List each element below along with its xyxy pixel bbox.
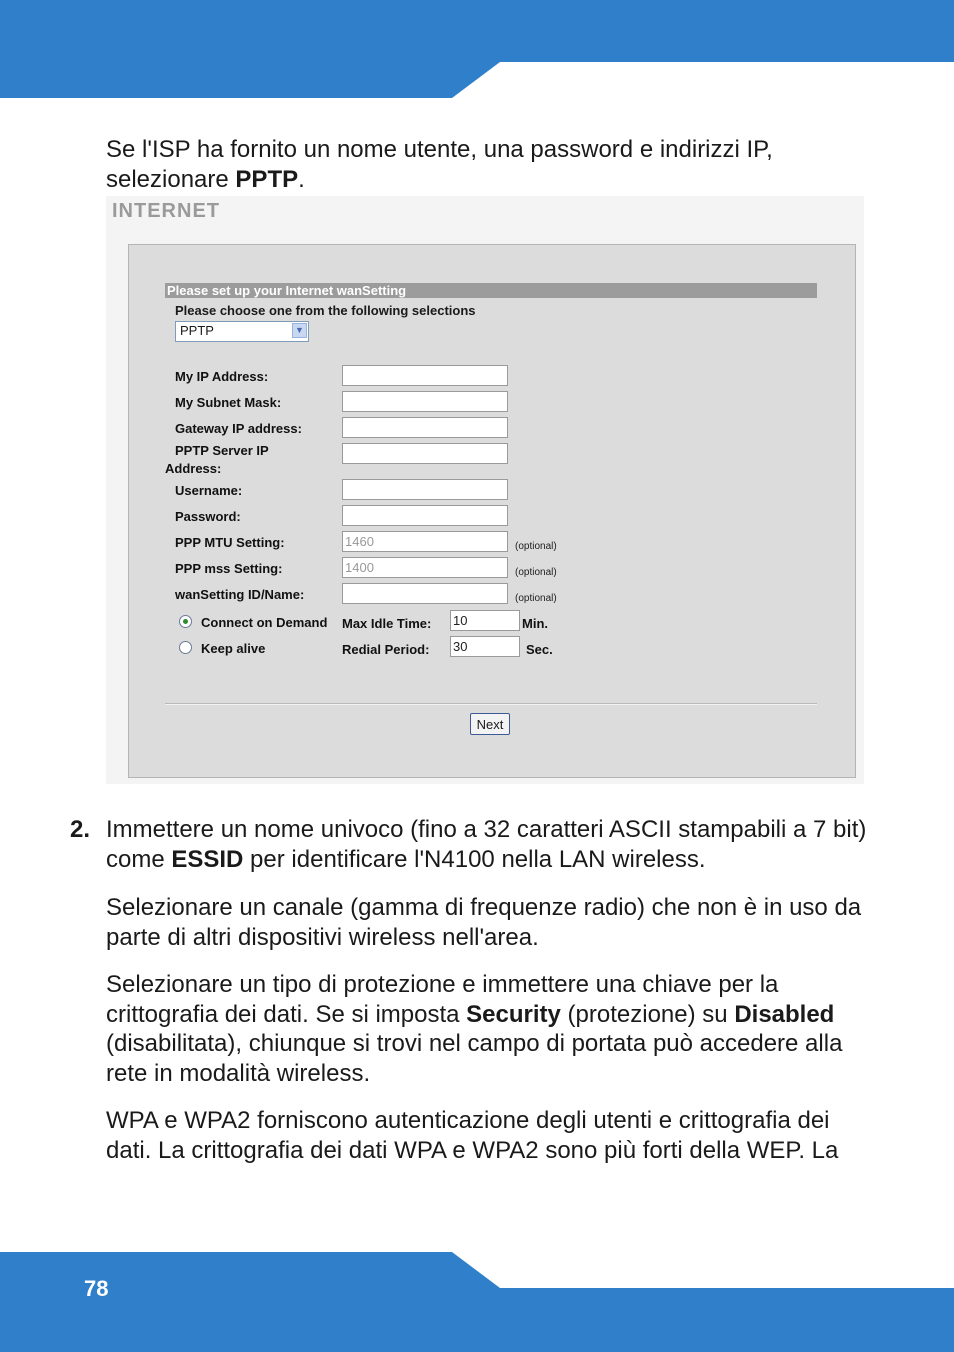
step2-paragraph-4: WPA e WPA2 forniscono autenticazione degli utenti e crittografia dei dati. La crittografia dei dati WPA e WPA2 sono più forti della WEP. La [106,1107,839,1164]
redial-period-unit: Sec. [526,642,553,657]
pptp-term: PPTP [235,165,299,193]
wansetting-id-input[interactable] [342,583,508,604]
divider [165,703,817,705]
password-input[interactable] [342,505,508,526]
mtu-input[interactable]: 1460 [342,531,508,552]
intro-paragraph: Se l'ISP ha fornito un nome utente, una password e indirizzi IP, selezionare PPTP. [106,136,773,193]
gateway-ip-input[interactable] [342,417,508,438]
connect-on-demand-label: Connect on Demand [201,615,328,630]
chevron-down-icon[interactable]: ▼ [292,323,307,338]
step2-paragraph-3: Selezionare un tipo di protezione e immettere una chiave per la crittografia dei dati. Se si imposta Security (protezione) su Disabled (disabilitata), chiunque si trovi nel campo di portata può accedere alla rete in modalità wireless. [106,971,843,1087]
keep-alive-label: Keep alive [201,641,266,656]
next-button[interactable]: Next [470,713,510,735]
subnet-mask-input[interactable] [342,391,508,412]
step-number: 2. [70,816,91,843]
internet-screenshot [106,196,864,784]
gateway-ip-label: Gateway IP address: [175,421,302,436]
screenshot-title: INTERNET [112,200,220,222]
max-idle-input[interactable]: 10 [450,610,520,631]
step2-paragraph-2: Selezionare un canale (gamma di frequenze radio) che non è in uso da parte di altri dispositivi wireless nell'area. [106,894,862,951]
pptp-server-label: PPTP Server IP [175,443,269,458]
essid-term: ESSID [171,845,244,873]
my-ip-input[interactable] [342,365,508,386]
redial-period-input[interactable]: 30 [450,636,520,657]
connection-type-select[interactable]: PPTP ▼ [175,321,309,342]
redial-period-label: Redial Period: [342,642,430,657]
header-band [0,0,954,98]
page-number: 78 [84,1276,109,1301]
step2-paragraph-1: Immettere un nome univoco (fino a 32 caratteri ASCII stampabili a 7 bit) come ESSID per identificare l'N4100 nella LAN wireless. [106,816,867,873]
wansetting-id-optional: (optional) [515,593,557,604]
connect-on-demand-radio[interactable] [179,615,192,628]
password-label: Password: [175,509,241,524]
subnet-mask-label: My Subnet Mask: [175,395,282,410]
disabled-term: Disabled [734,1000,835,1028]
username-input[interactable] [342,479,508,500]
keep-alive-radio[interactable] [179,641,192,654]
panel-header: Please set up your Internet wanSetting [165,283,817,298]
max-idle-unit: Min. [522,616,548,631]
username-label: Username: [175,483,243,498]
mss-input[interactable]: 1400 [342,557,508,578]
mtu-optional: (optional) [515,541,557,552]
pptp-server-label-suffix: Address: [165,461,222,476]
mss-label: PPP mss Setting: [175,561,283,576]
wan-settings-panel [128,244,856,778]
my-ip-label: My IP Address: [175,369,269,384]
pptp-server-input[interactable] [342,443,508,464]
wansetting-id-label: wanSetting ID/Name: [175,587,305,602]
security-term: Security [466,1000,561,1028]
choose-label: Please choose one from the following selections [175,303,476,318]
max-idle-label: Max Idle Time: [342,616,432,631]
mss-optional: (optional) [515,567,557,578]
footer-band [0,1252,954,1352]
mtu-label: PPP MTU Setting: [175,535,285,550]
